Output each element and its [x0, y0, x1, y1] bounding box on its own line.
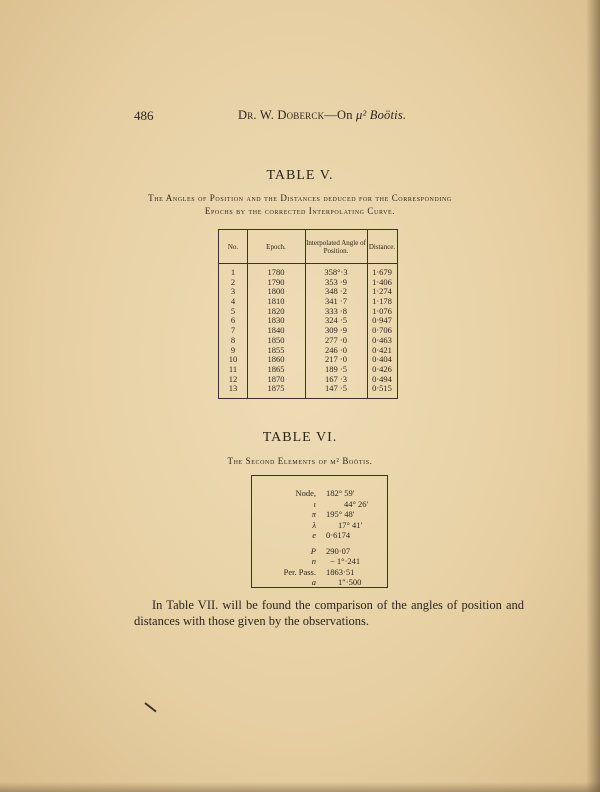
list-item: π 195° 48′ — [311, 509, 355, 519]
table-row: 8 1850 277 ·0 0·463 — [230, 334, 392, 345]
table5-header-no: No. — [227, 242, 239, 251]
table5-header-distance: Distance. — [368, 242, 396, 251]
page-number: 486 — [134, 108, 154, 123]
table-row: 12 1870 167 ·3 0·494 — [228, 373, 392, 384]
ink-mark — [144, 702, 156, 712]
table6-title: TABLE VI. — [262, 430, 338, 445]
running-head — [134, 108, 407, 126]
table-row: 2 1790 353 ·9 1·406 — [230, 276, 392, 287]
page-bottom-shadow — [0, 782, 600, 792]
list-item: λ 17° 41′ — [312, 519, 363, 530]
list-item: n − 1°·241 — [311, 556, 361, 566]
table5-caption-line2: Epochs by the corrected Interpolating Curve. — [204, 206, 396, 216]
list-item: Node, 182° 59′ — [295, 488, 355, 498]
table5-header-epoch: Epoch. — [266, 242, 286, 251]
table5 — [218, 229, 398, 399]
table5-rows — [219, 268, 397, 394]
subject-name: μ² Boötis. — [356, 108, 407, 122]
page-edge-shadow — [586, 0, 600, 792]
table5-title: TABLE V. — [266, 168, 334, 183]
running-title — [238, 108, 406, 123]
list-item: ι 44° 26′ — [313, 498, 369, 509]
list-item: P 290·07 — [310, 545, 351, 556]
table5-caption-line1: The Angles of Position and the Distances deduced for the Corresponding — [148, 193, 452, 203]
table5-header-angle: Interpolated Angle of Position. — [306, 238, 366, 255]
table-row: 5 1820 333 ·8 1·076 — [230, 305, 392, 316]
table-row: 6 1830 324 ·5 0·947 — [230, 315, 392, 326]
table6 — [251, 475, 388, 588]
table6-caption: The Second Elements of μ² Boötis. — [227, 456, 373, 466]
table-row: 4 1810 341 ·7 1·178 — [230, 296, 392, 307]
body-paragraph: In Table VII. will be found the comparison of the angles of position and distances with those given by the observations. — [134, 598, 524, 628]
table-row: 9 1855 246 ·0 0·421 — [230, 344, 392, 355]
table6-rows — [252, 488, 387, 588]
list-item: a 1″·500 — [311, 577, 362, 587]
table-row: 3 1800 348 ·2 1·274 — [230, 286, 392, 297]
table-row: 7 1840 309 ·9 0·706 — [230, 325, 392, 336]
author-name: Dr. W. Doberck — [238, 108, 325, 122]
table-row: 1 1780 358°·3 1·679 — [230, 267, 392, 277]
table-row: 13 1875 147 ·5 0·515 — [228, 383, 392, 394]
list-item: Per. Pass. 1863·51 — [283, 566, 355, 577]
table-row: 10 1860 217 ·0 0·404 — [228, 354, 392, 365]
title-prefix: —On — [324, 108, 356, 122]
list-item: e 0·6174 — [312, 530, 351, 540]
table-row: 11 1865 189 ·5 0·426 — [228, 363, 392, 374]
